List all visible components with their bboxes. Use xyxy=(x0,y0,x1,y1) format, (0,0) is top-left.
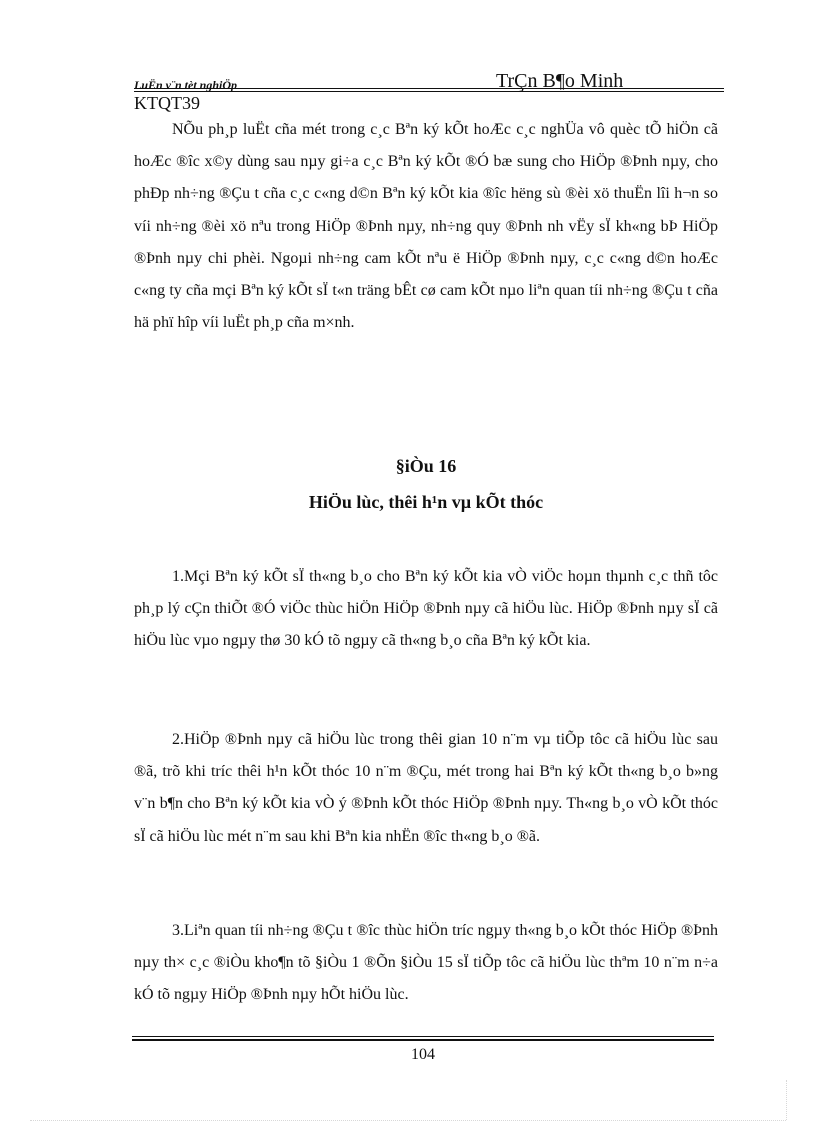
paragraph-intro: NÕu ph¸p luËt cña mét trong c¸c Bªn ký kÕt hoÆc c¸c nghÜa vô quèc tÕ hiÖn cã hoÆc ®îc x©y dùng sau nµy gi÷a c¸c Bªn ký kÕt ®Ó bæ sung cho HiÖp ®Þnh nµy, cho phÐp nh÷ng ®Çu t cña c¸c c«ng d©n Bªn ký kÕt kia ®îc hëng sù ®èi xö thuËn lîi h¬n so víi nh÷ng ®èi xö nªu trong HiÖp ®Þnh nµy, nh÷ng quy ®Þnh nh vËy sÏ kh«ng bÞ HiÖp ®Þnh nµy chi phèi. Ngoµi nh÷ng cam kÕt nªu ë HiÖp ®Þnh nµy, c¸c c«ng d©n hoÆc c«ng ty cña mçi Bªn ký kÕt sÏ t«n träng bÊt cø cam kÕt nµo liªn quan tíi nh÷ng ®Çu t cña hä phï hîp víi luËt ph¸p cña m×nh. xyxy=(134,121,718,332)
paragraph-clause-3: 3.Liªn quan tíi nh÷ng ®Çu t ®îc thùc hiÖn tríc ngµy th«ng b¸o kÕt thóc HiÖp ®Þnh nµy th× c¸c ®iÒu kho¶n tõ §iÒu 1 ®Õn §iÒu 15 sÏ tiÕp tôc cã hiÖu lùc thªm 10 n¨m n÷a kÓ tõ ngµy HiÖp ®Þnh nµy hÕt hiÖu lùc. xyxy=(134,922,718,1004)
page-edge-right xyxy=(786,1080,787,1120)
paragraph-clause-1: 1.Mçi Bªn ký kÕt sÏ th«ng b¸o cho Bªn ký kÕt kia vÒ viÖc hoµn thµnh c¸c thñ tôc ph¸p lý cÇn thiÕt ®Ó viÖc thùc hiÖn HiÖp ®Þnh nµy cã hiÖu lùc. HiÖp ®Þnh nµy sÏ cã hiÖu lùc vµo ngµy thø 30 kÓ tõ ngµy cã th«ng b¸o cña Bªn ký kÕt kia. xyxy=(134,568,718,650)
header-thesis-label: LuËn v¨n tèt nghiÖp xyxy=(134,78,238,92)
header-author-name: TrÇn B¶o Minh xyxy=(496,70,624,92)
section-title: HiÖu lùc, thêi h¹n vµ kÕt thóc xyxy=(308,492,544,512)
header-divider xyxy=(134,88,724,92)
page-edge-bottom xyxy=(30,1120,786,1121)
footer-divider xyxy=(132,1036,714,1041)
header-class-code: KTQT39 xyxy=(134,93,200,113)
paragraph-clause-2: 2.HiÖp ®Þnh nµy cã hiÖu lùc trong thêi gian 10 n¨m vµ tiÕp tôc cã hiÖu lùc sau ®ã, trõ khi tríc thêi h¹n kÕt thóc 10 n¨m ®Çu, mét trong hai Bªn ký kÕt th«ng b¸o b»ng v¨n b¶n cho Bªn ký kÕt kia vÒ ý ®Þnh kÕt thóc HiÖp ®Þnh nµy. Th«ng b¸o vÒ kÕt thóc sÏ cã hiÖu lùc mét n¨m sau khi Bªn kia nhËn ®îc th«ng b¸o ®ã. xyxy=(134,731,718,845)
page-number: 104 xyxy=(411,1046,435,1063)
section-number: §iÒu 16 xyxy=(395,456,457,476)
